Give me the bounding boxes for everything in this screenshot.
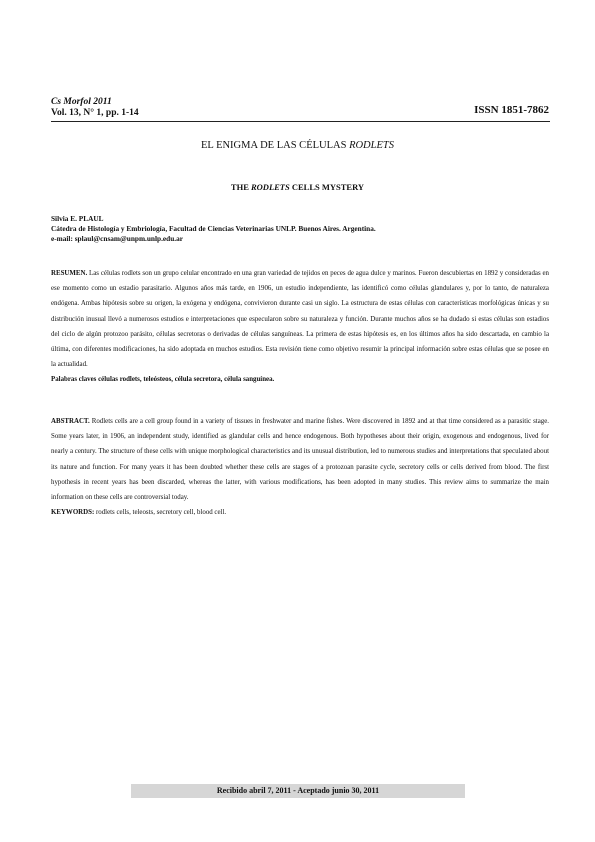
author-email: e-mail: splaul@cnsam@unpm.unlp.edu.ar — [51, 234, 183, 243]
article-subtitle — [0, 182, 595, 192]
title-italic: RODLETS — [349, 140, 394, 151]
subtitle-prefix: THE — [230, 182, 251, 192]
author-block — [51, 214, 376, 244]
resumen-text: Las células rodlets son un grupo celular encontrado en una gran variedad de tejidos en peces de agua dulce y marinos. Fueron descubiertas en 1892 y consideradas en ese momento como un estadio parasitario. Algunos años más tarde, en 1906, un estudio independiente, las identificó como células glandulares y, por lo tanto, de naturaleza endógena. Ambas hipótesis sobre su origen, la exógena y endógena, convivieron durante casi un siglo. La estructura de estas células con características morfológicas únicas y su distribución inusual llevó a numerosos estudios e interpretaciones que especularon sobre su naturaleza y función. Durante muchos años se ha dudado si estas células son estadios del ciclo de algún protozoo parásito, células secretoras o derivadas de células sanguíneas. La primera de estas hipótesis es, en los últimos años ha sido descartada, en cambio la última, con diferentes modificaciones, ha sido adoptada en muchos estudios. Esta revisión tiene como objetivo resumir la principal información sobre estas células que se posee en la actualidad. — [51, 270, 549, 369]
article-title — [0, 140, 595, 151]
resumen-keywords: Palabras claves células rodlets, teleósteos, célula secretora, célula sanguínea. — [51, 376, 275, 384]
title-prefix: EL ENIGMA DE LAS CÉLULAS — [201, 140, 350, 151]
subtitle-italic: RODLETS — [251, 182, 290, 192]
received-bar — [131, 784, 465, 798]
author-name: Silvia E. PLAUL — [51, 214, 104, 223]
abstract-text: Rodlets cells are a cell group found in a variety of tissues in freshwater and marine fishes. Were discovered in 1892 and at that time considered as a parasitic stage. Some years later, in 1906, an independent study, identified as glandular cells and hence endogenous. Both hypotheses about their origin, exogenous and endogenous, lived for nearly a century. The structure of these cells with unique morphological characteristics and its unusual distribution, led to numerous studies and interpretations that speculated about its nature and function. For many years it has been doubted whether these cells are stages of a protozoan parasite cycle, secretory cells or cells derived from blood. The first hypothesis in recent years has been discarded, whereas the latter, with various modifications, has been adopted in many studies. This review aims to summarize the main information on these cells are controversial today. — [51, 418, 549, 502]
subtitle-suffix: CELLS MYSTERY — [289, 182, 365, 192]
resumen-label: RESUMEN. — [51, 270, 88, 277]
header-rule — [51, 121, 550, 122]
volume-info: Vol. 13, N° 1, pp. 1-14 — [51, 108, 139, 118]
author-affiliation: Cátedra de Histología y Embriología, Facultad de Ciencias Veterinarias UNLP. Buenos Aires. Argentina. — [51, 224, 376, 233]
abstract-section — [51, 414, 549, 520]
received-text: Recibido abril 7, 2011 - Aceptado junio 30, 2011 — [216, 786, 380, 795]
journal-name: Cs Morfol 2011 — [51, 97, 112, 107]
journal-header — [51, 97, 139, 119]
keywords-label: KEYWORDS: — [51, 509, 95, 517]
resumen-section — [51, 266, 549, 388]
abstract-label: ABSTRACT. — [51, 418, 90, 425]
issn: ISSN 1851-7862 — [474, 104, 549, 116]
keywords-text: rodlets cells, teleosts, secretory cell, blood cell. — [94, 509, 227, 517]
